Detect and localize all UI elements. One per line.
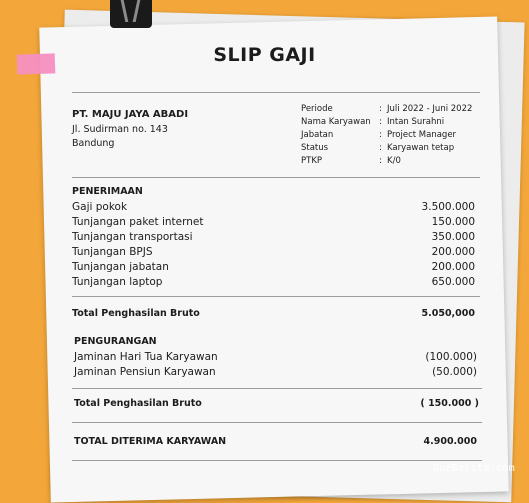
earnings-total-amount: 5.050,000 (421, 308, 475, 319)
earning-label: Tunjangan BPJS (72, 246, 153, 258)
deductions-heading: PENGURANGAN (74, 336, 157, 347)
info-label-ptkp: PTKP (301, 156, 323, 166)
info-label-status: Status (301, 143, 329, 153)
earning-label: Tunjangan transportasi (72, 231, 193, 243)
info-separator: : (379, 130, 382, 140)
info-value-periode: Juli 2022 - Juni 2022 (387, 104, 473, 114)
earning-label: Tunjangan laptop (72, 276, 163, 288)
page-title: SLIP GAJI (213, 44, 316, 66)
divider (72, 296, 480, 297)
earning-amount: 350.000 (431, 231, 475, 243)
info-separator: : (379, 117, 382, 127)
earning-label: Tunjangan jabatan (72, 261, 169, 273)
company-name: PT. MAJU JAYA ABADI (72, 109, 189, 120)
net-total-amount: 4.900.000 (423, 436, 477, 447)
watermark: GueBerita.com (432, 463, 515, 474)
divider (72, 177, 480, 178)
company-city: Bandung (72, 138, 115, 149)
deduction-amount: (50.000) (432, 366, 477, 378)
info-separator: : (379, 143, 382, 153)
earning-label: Gaji pokok (72, 201, 128, 213)
deduction-label: Jaminan Pensiun Karyawan (74, 366, 216, 378)
net-total-label: TOTAL DITERIMA KARYAWAN (74, 436, 227, 447)
info-value-nama: Intan Surahni (387, 117, 445, 127)
earning-amount: 200.000 (431, 261, 475, 273)
divider (72, 388, 482, 389)
earnings-total-label: Total Penghasilan Bruto (72, 308, 200, 319)
earnings-heading: PENERIMAAN (72, 186, 143, 197)
deduction-label: Jaminan Hari Tua Karyawan (74, 351, 218, 363)
info-separator: : (379, 156, 382, 166)
info-value-status: Karyawan tetap (387, 143, 455, 153)
earning-label: Tunjangan paket internet (72, 216, 204, 228)
deduction-amount: (100.000) (425, 351, 477, 363)
earning-amount: 150.000 (431, 216, 475, 228)
divider (72, 460, 482, 461)
earning-amount: 650.000 (431, 276, 475, 288)
deductions-total-amount: ( 150.000 ) (420, 398, 479, 409)
divider (72, 422, 482, 423)
deductions-total-label: Total Penghasilan Bruto (74, 398, 202, 409)
info-label-jabatan: Jabatan (301, 130, 334, 140)
info-value-ptkp: K/0 (387, 156, 401, 166)
earning-amount: 200.000 (431, 246, 475, 258)
info-label-periode: Periode (301, 104, 333, 114)
divider (72, 92, 480, 93)
info-separator: : (379, 104, 382, 114)
company-address: Jl. Sudirman no. 143 (72, 124, 168, 135)
earning-amount: 3.500.000 (421, 201, 475, 213)
info-value-jabatan: Project Manager (387, 130, 457, 140)
info-label-nama: Nama Karyawan (301, 117, 371, 127)
